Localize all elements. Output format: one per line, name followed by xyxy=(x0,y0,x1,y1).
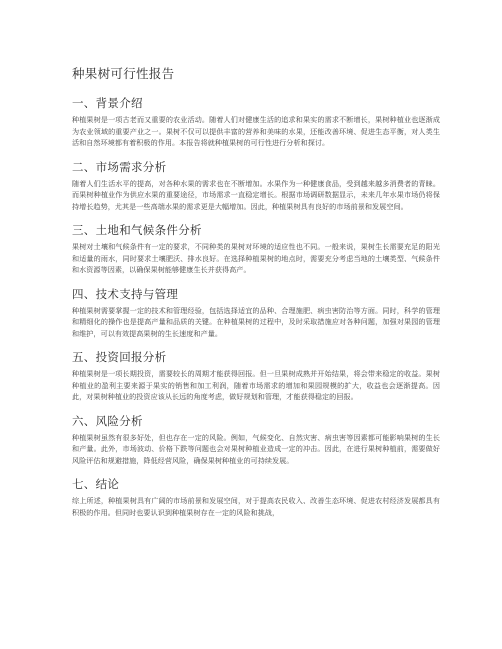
section-paragraph: 随着人们生活水平的提高，对各种水果的需求也在不断增加。水果作为一种健康食品，受到越来越多消费者的青睐。而果树种植业作为供应水果的重要途径，市场需求一直稳定增长。根据市场调研数据显示，未来几年水果市场仍将保持增长趋势，尤其是一些高端水果的需求更是大幅增加。因此，种植果树具有良好的市场前景和发展空间。 xyxy=(72,178,440,211)
section-heading: 五、投资回报分析 xyxy=(72,350,167,364)
section-paragraph: 种植果树是一项古老而又重要的农业活动。随着人们对健康生活的追求和果实的需求不断增长，果树种植业也逐渐成为农业领域的重要产业之一。果树不仅可以提供丰富的营养和美味的水果，还能改善环境、促进生态平衡，对人类生活和自然环境都有着积极的作用。本报告将就种植果树的可行性进行分析和探讨。 xyxy=(72,115,440,147)
section-heading: 六、风险分析 xyxy=(72,413,143,428)
document-page xyxy=(72,66,440,529)
section-market-demand xyxy=(72,160,440,213)
section-heading: 七、结论 xyxy=(72,477,120,491)
section-heading: 三、土地和气候条件分析 xyxy=(72,223,202,237)
section-paragraph: 种植果树是一项长期投资，需要较长的周期才能获得回报。但一旦果树成熟并开始结果，将会带来稳定的收益。果树种植业的盈利主要来源于果实的销售和加工利润，随着市场需求的增加和果园规模的扩大，收益也会逐渐提高。因此，对果树种植业的投资应该从长远的角度考虑，做好规划和管理，才能获得稳定的回报。 xyxy=(72,369,440,401)
section-paragraph: 果树对土壤和气候条件有一定的要求，不同种类的果树对环境的适应性也不同。一般来说，果树生长需要充足的阳光和适量的雨水，同时要求土壤肥沃、排水良好。在选择种植果树的地点时，需要充分考虑当地的土壤类型、气候条件和水资源等因素，以确保果树能够健康生长并获得高产。 xyxy=(72,242,440,274)
section-heading: 四、技术支持与管理 xyxy=(72,286,179,301)
section-paragraph: 种植果树需要掌握一定的技术和管理经验，包括选择适宜的品种、合理施肥、病虫害防治等方面。同时，科学的管理和精细化的操作也是提高产量和品质的关键。在种植果树的过程中，及时采取措施应对各种问题，加强对果园的管理和维护，可以有效提高果树的生长速度和产量。 xyxy=(72,305,440,338)
section-conclusion xyxy=(72,477,440,518)
document-title: 种果树可行性报告 xyxy=(72,66,175,81)
section-risk-analysis xyxy=(72,414,440,467)
section-paragraph: 种植果树虽然有很多好处，但也存在一定的风险。例如，气候变化、自然灾害、病虫害等因素都可能影响果树的生长和产量。此外，市场波动、价格下跌等问题也会对果树种植业造成一定的冲击。因此，在进行果树种植前，需要做好风险评估和规避措施，降低经营风险，确保果树种植业的可持续发展。 xyxy=(72,432,440,465)
section-heading: 一、背景介绍 xyxy=(72,96,143,110)
section-technical-support xyxy=(72,287,440,340)
section-land-climate xyxy=(72,223,440,276)
section-heading: 二、市场需求分析 xyxy=(72,159,167,174)
section-paragraph: 综上所述，种植果树具有广阔的市场前景和发展空间，对于提高农民收入、改善生态环境、促进农村经济发展都具有积极的作用。但同时也要认识到种植果树存在一定的风险和挑战， xyxy=(72,496,440,517)
section-background xyxy=(72,96,440,149)
section-investment-return xyxy=(72,350,440,403)
